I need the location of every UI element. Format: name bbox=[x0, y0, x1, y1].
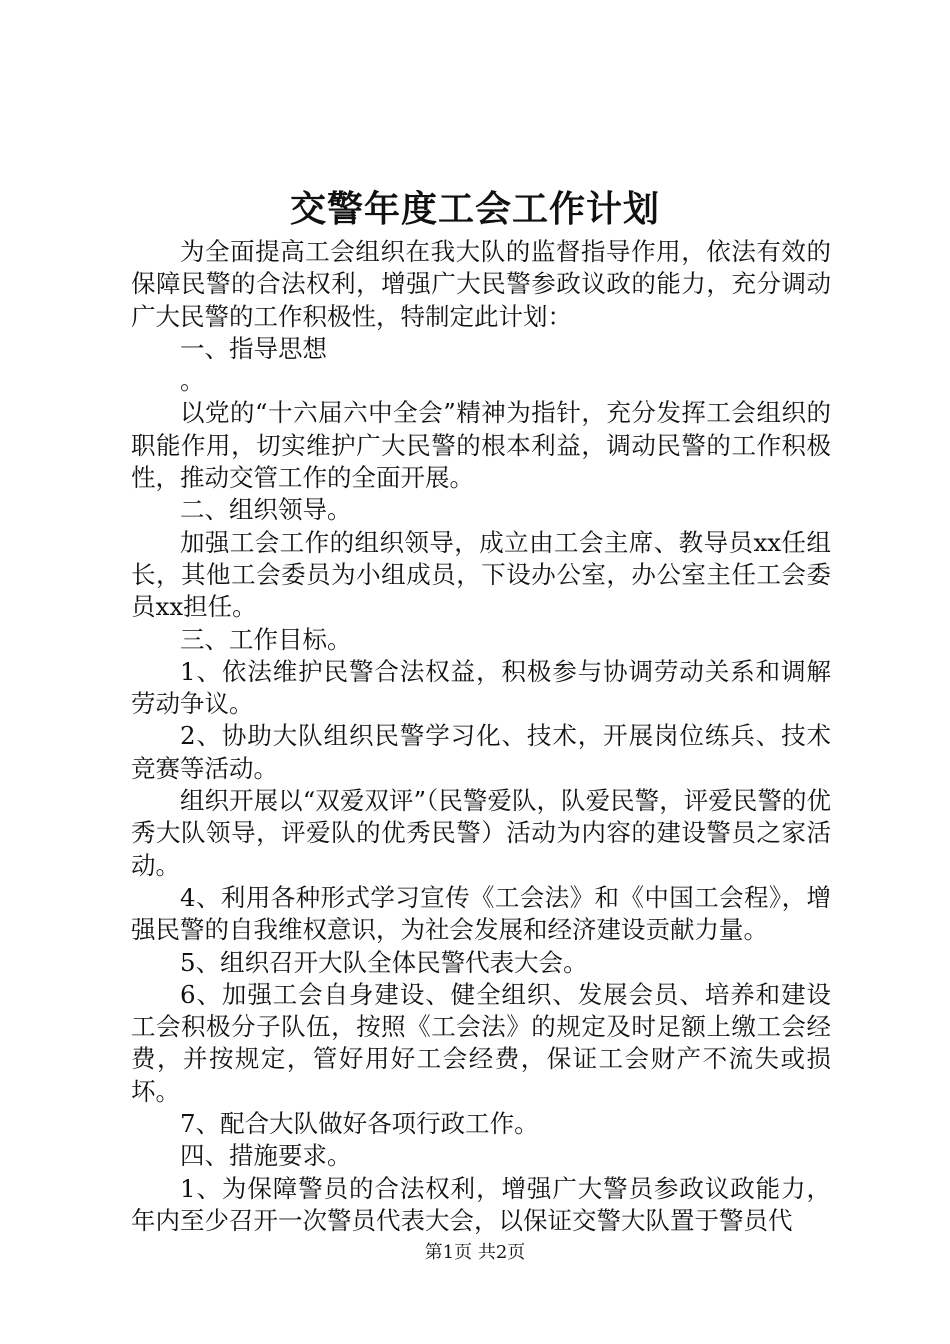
paragraph-goal-2: 2、协助大队组织民警学习化、技术，开展岗位练兵、技术竞赛等活动。 bbox=[131, 721, 831, 783]
heading-measures: 四、措施要求。 bbox=[180, 1141, 352, 1171]
paragraph-goal-1: 1、依法维护民警合法权益，积极参与协调劳动关系和调解劳动争议。 bbox=[131, 656, 831, 719]
paragraph-measure-1: 1、为保障警员的合法权利，增强广大警员参政议政能力，年内至少召开一次警员代表大会，以保证交警大队置于警员代 bbox=[131, 1173, 831, 1235]
paragraph-goal-6: 6、加强工会自身建设、健全组织、发展会员、培养和建设工会积极分子队伍，按照《工会法》的规定及时足额上缴工会经费，并按规定，管好用好工会经费，保证工会财产不流失或损坏。 bbox=[131, 979, 831, 1106]
paragraph-guiding-ideology: 以党的“十六届六中全会”精神为指针，充分发挥工会组织的职能作用，切实维护广大民警的根本利益，调动民警的工作积极性，推动交管工作的全面开展。 bbox=[131, 398, 831, 493]
paragraph-goal-3: 组织开展以“双爱双评”（民警爱队，队爱民警，评爱民警的优秀大队领导，评爱队的优秀民警）活动为内容的建设警员之家活动。 bbox=[131, 786, 831, 880]
heading-organization-leadership: 二、组织领导。 bbox=[180, 495, 352, 525]
paragraph-period: 。 bbox=[180, 366, 205, 396]
paragraph-organization-leadership: 加强工会工作的组织领导，成立由工会主席、教导员xx任组长，其他工会委员为小组成员，下设办公室，办公室主任工会委员xx担任。 bbox=[131, 527, 831, 622]
paragraph-goal-5: 5、组织召开大队全体民警代表大会。 bbox=[180, 947, 588, 977]
page-footer: 第1页 共2页 bbox=[424, 1242, 526, 1263]
document-body bbox=[131, 236, 831, 1237]
paragraph-goal-7: 7、配合大队做好各项行政工作。 bbox=[180, 1109, 539, 1139]
heading-guiding-ideology: 一、指导思想 bbox=[180, 333, 327, 363]
paragraph-intro: 为全面提高工会组织在我大队的监督指导作用，依法有效的保障民警的合法权利，增强广大民警参政议政的能力，充分调动广大民警的工作积极性，特制定此计划： bbox=[131, 237, 831, 331]
paragraph-goal-4: 4、利用各种形式学习宣传《工会法》和《中国工会程》，增强民警的自我维权意识，为社会发展和经济建设贡献力量。 bbox=[131, 882, 831, 945]
document-title: 交警年度工会工作计划 bbox=[289, 188, 660, 230]
heading-work-goals: 三、工作目标。 bbox=[180, 624, 352, 654]
